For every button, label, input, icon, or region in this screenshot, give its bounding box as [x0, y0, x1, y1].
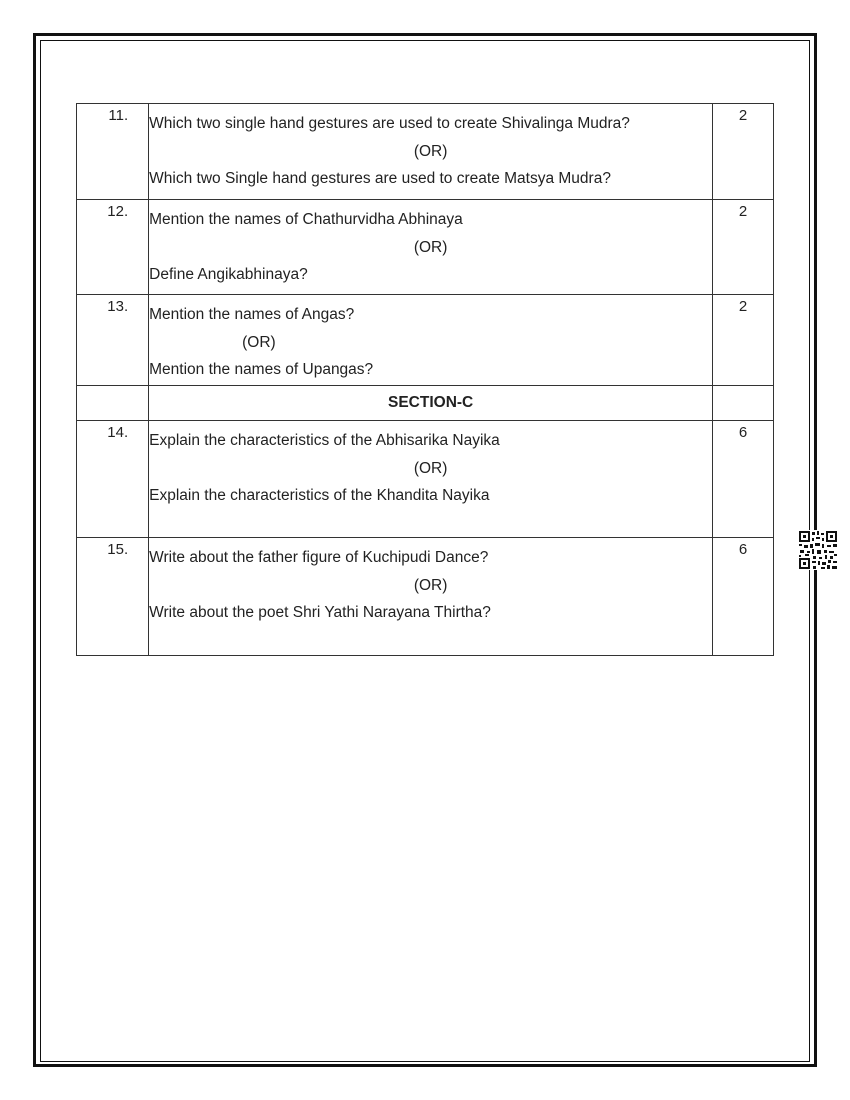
or-separator: (OR): [242, 333, 276, 351]
question-marks: 6: [738, 541, 748, 558]
questions-table: [76, 103, 774, 656]
or-separator: (OR): [413, 238, 448, 256]
question-row-11: [77, 104, 774, 200]
question-text: Mention the names of Chathurvidha Abhinaya: [149, 211, 463, 228]
question-alt-text: Define Angikabhinaya?: [149, 266, 308, 283]
question-row-15: [77, 538, 774, 656]
question-alt-text: Write about the poet Shri Yathi Narayana Thirtha?: [149, 604, 491, 621]
question-alt-text: Mention the names of Upangas?: [149, 361, 374, 378]
question-number: 11.: [108, 107, 129, 124]
question-row-13: [77, 295, 774, 386]
or-separator: (OR): [413, 142, 448, 160]
question-alt-text: Explain the characteristics of the Khandita Nayika: [149, 487, 490, 504]
section-title: SECTION-C: [149, 386, 713, 421]
question-number: 12.: [107, 203, 129, 220]
section-header-row: [77, 386, 774, 421]
question-number: 14.: [107, 424, 129, 441]
or-separator: (OR): [413, 459, 448, 477]
question-text: Which two single hand gestures are used to create Shivalinga Mudra?: [149, 115, 630, 132]
question-marks: 2: [738, 298, 748, 315]
question-marks: 2: [738, 107, 748, 124]
question-number: 15.: [107, 541, 129, 558]
question-row-12: [77, 200, 774, 295]
question-row-14: [77, 421, 774, 538]
question-alt-text: Which two Single hand gestures are used to create Matsya Mudra?: [149, 170, 611, 187]
question-text: Mention the names of Angas?: [149, 306, 355, 323]
qr-code-icon: [798, 530, 838, 570]
question-text: Write about the father figure of Kuchipudi Dance?: [149, 549, 489, 566]
question-text: Explain the characteristics of the Abhisarika Nayika: [149, 432, 500, 449]
or-separator: (OR): [413, 576, 448, 594]
question-marks: 2: [738, 203, 748, 220]
question-number: 13.: [107, 298, 129, 315]
question-marks: 6: [738, 424, 748, 441]
